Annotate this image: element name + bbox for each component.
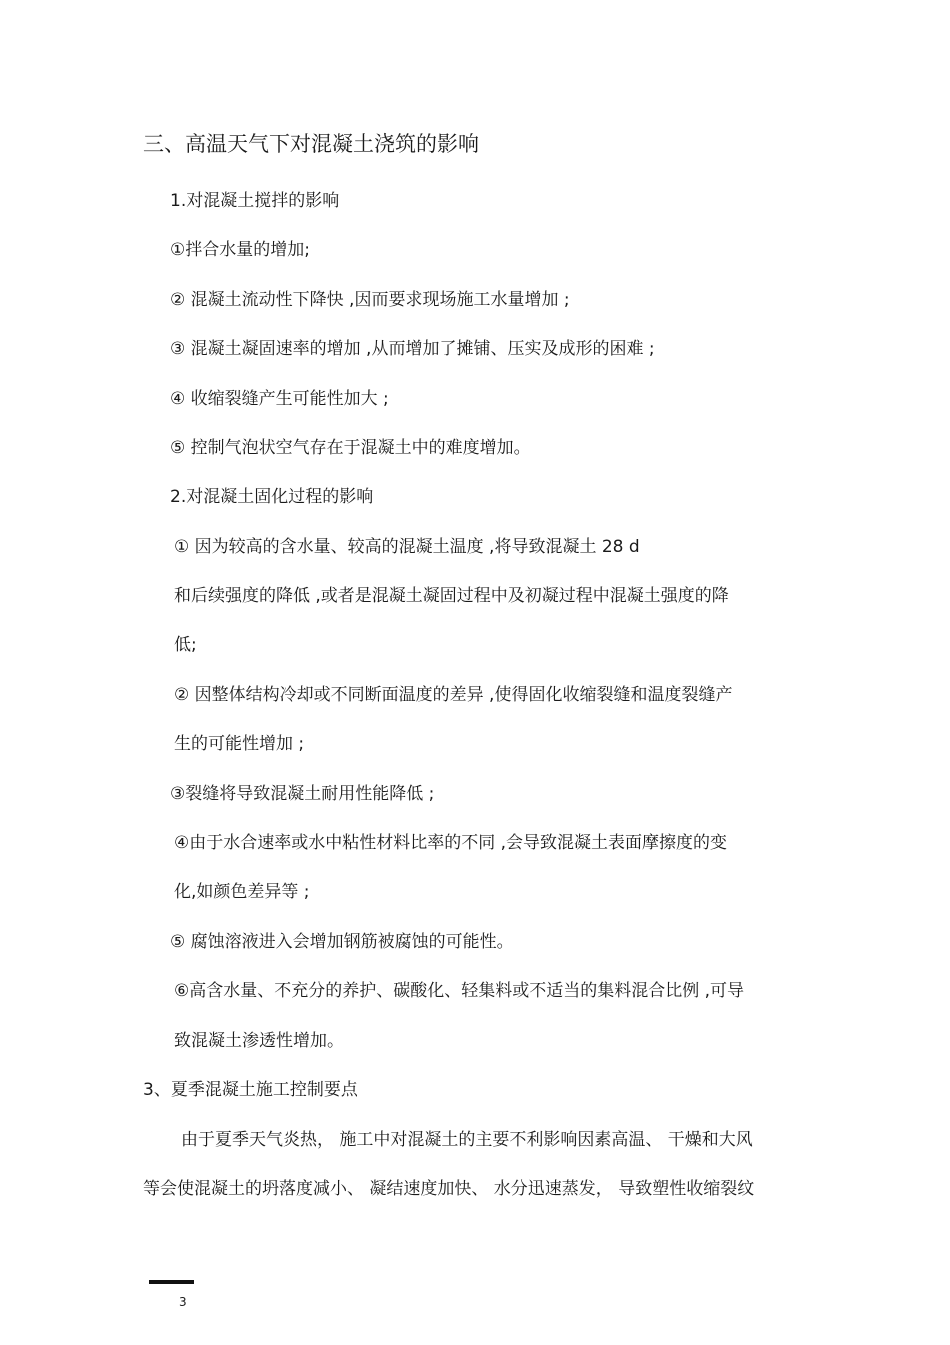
paragraph-line: 低; [174,635,197,655]
footer-rule [149,1280,194,1284]
paragraph-line: 致混凝土渗透性增加。 [174,1031,344,1051]
list-item: ①拌合水量的增加; [170,240,310,260]
paragraph-line: 等会使混凝土的坍落度减小、 凝结速度加快、 水分迅速蒸发， 导致塑性收缩裂纹 [143,1179,755,1199]
list-item: ⑤ 控制气泡状空气存在于混凝土中的难度增加。 [170,438,531,458]
paragraph-line: ④由于水合速率或水中粘性材料比率的不同 ,会导致混凝土表面摩擦度的变 [174,833,728,853]
list-item: ② 混凝土流动性下降快 ,因而要求现场施工水量增加 ; [170,290,570,310]
section-title: 三、高温天气下对混凝土浇筑的影响 [143,132,479,156]
page-number: 3 [179,1295,187,1309]
list-item: ③ 混凝土凝固速率的增加 ,从而增加了摊铺、压实及成形的困难 ; [170,339,655,359]
paragraph-line: ① 因为较高的含水量、较高的混凝土温度 ,将导致混凝土 28 d [174,537,640,557]
list-item: ④ 收缩裂缝产生可能性加大 ; [170,389,389,409]
paragraph-line: 化,如颜色差异等 ; [174,882,310,902]
paragraph-line: 生的可能性增加 ; [174,734,305,754]
subsection-heading-3: 3、夏季混凝土施工控制要点 [143,1080,358,1100]
paragraph-line: ③裂缝将导致混凝土耐用性能降低 ; [170,784,435,804]
paragraph-line: ⑤ 腐蚀溶液进入会增加钢筋被腐蚀的可能性。 [170,932,514,952]
subsection-heading-2: 2.对混凝土固化过程的影响 [170,487,374,507]
paragraph-line: ② 因整体结构冷却或不同断面温度的差异 ,使得固化收缩裂缝和温度裂缝产 [174,685,733,705]
paragraph-line: 和后续强度的降低 ,或者是混凝土凝固过程中及初凝过程中混凝土强度的降 [174,586,729,606]
subsection-heading-1: 1.对混凝土搅拌的影响 [170,191,340,211]
paragraph-line: 由于夏季天气炎热， 施工中对混凝土的主要不利影响因素高温、 干燥和大风 [181,1130,753,1150]
paragraph-line: ⑥高含水量、不充分的养护、碳酸化、轻集料或不适当的集料混合比例 ,可导 [174,981,745,1001]
